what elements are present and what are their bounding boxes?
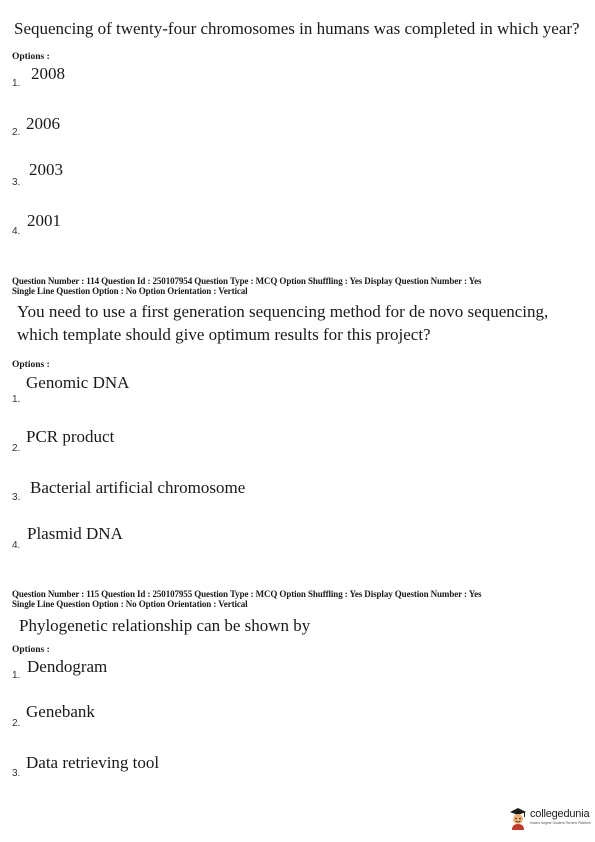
collegedunia-logo	[508, 806, 592, 832]
question-1-option-2-number: 2.	[12, 127, 21, 138]
question-1-option-2-text: 2006	[26, 114, 60, 133]
question-1-options-label: Options :	[12, 52, 50, 62]
question-1-text: Sequencing of twenty-four chromosomes in humans was completed in which year?	[14, 19, 580, 38]
question-3-option-3-text: Data retrieving tool	[26, 753, 160, 772]
question-2-option-4-text: Plasmid DNA	[27, 524, 123, 543]
question-2-option-4-number: 4.	[12, 540, 21, 551]
question-2-option-3-text: Bacterial artificial chromosome	[30, 478, 246, 497]
question-1-option-3-number: 3.	[12, 177, 21, 188]
question-3-option-3-number: 3.	[12, 768, 21, 779]
question-2-meta-line-1: Question Number : 114 Question Id : 250107954 Question Type : MCQ Option Shuffling : Yes Display Question Number : Yes	[12, 276, 482, 286]
question-1-option-1-number: 1.	[12, 78, 21, 89]
question-3-meta-line-1: Question Number : 115 Question Id : 250107955 Question Type : MCQ Option Shuffling : Yes Display Question Number : Yes	[12, 589, 482, 599]
question-3-option-2-number: 2.	[12, 718, 21, 729]
question-2-options-label: Options :	[12, 360, 50, 370]
question-3-meta-line-2: Single Line Question Option : No Option Orientation : Vertical	[12, 599, 248, 609]
question-2-option-2-number: 2.	[12, 443, 21, 454]
question-3-option-1-number: 1.	[12, 670, 21, 681]
question-3-option-2-text: Genebank	[26, 702, 95, 721]
question-2-text: You need to use a first generation sequencing method for de novo sequencing, which template should give optimum results for this project?	[17, 302, 549, 344]
graduate-mascot-icon	[508, 806, 528, 830]
question-1-option-4-text: 2001	[27, 211, 61, 230]
logo-wordmark: collegedunia	[530, 808, 590, 820]
question-2-option-1-number: 1.	[12, 394, 21, 405]
question-3-options-label: Options :	[12, 645, 50, 655]
question-1-option-3-text: 2003	[29, 160, 63, 179]
logo-tagline: India's largest Student Review Platform	[530, 821, 591, 825]
question-3-text: Phylogenetic relationship can be shown by	[19, 616, 311, 635]
question-1-option-1-text: 2008	[31, 64, 65, 83]
question-2-option-3-number: 3.	[12, 492, 21, 503]
question-2-option-2-text: PCR product	[26, 427, 115, 446]
question-3-option-1-text: Dendogram	[27, 657, 108, 676]
question-2-option-1-text: Genomic DNA	[26, 373, 130, 392]
question-2-meta-line-2: Single Line Question Option : No Option Orientation : Vertical	[12, 286, 248, 296]
question-1-option-4-number: 4.	[12, 226, 21, 237]
